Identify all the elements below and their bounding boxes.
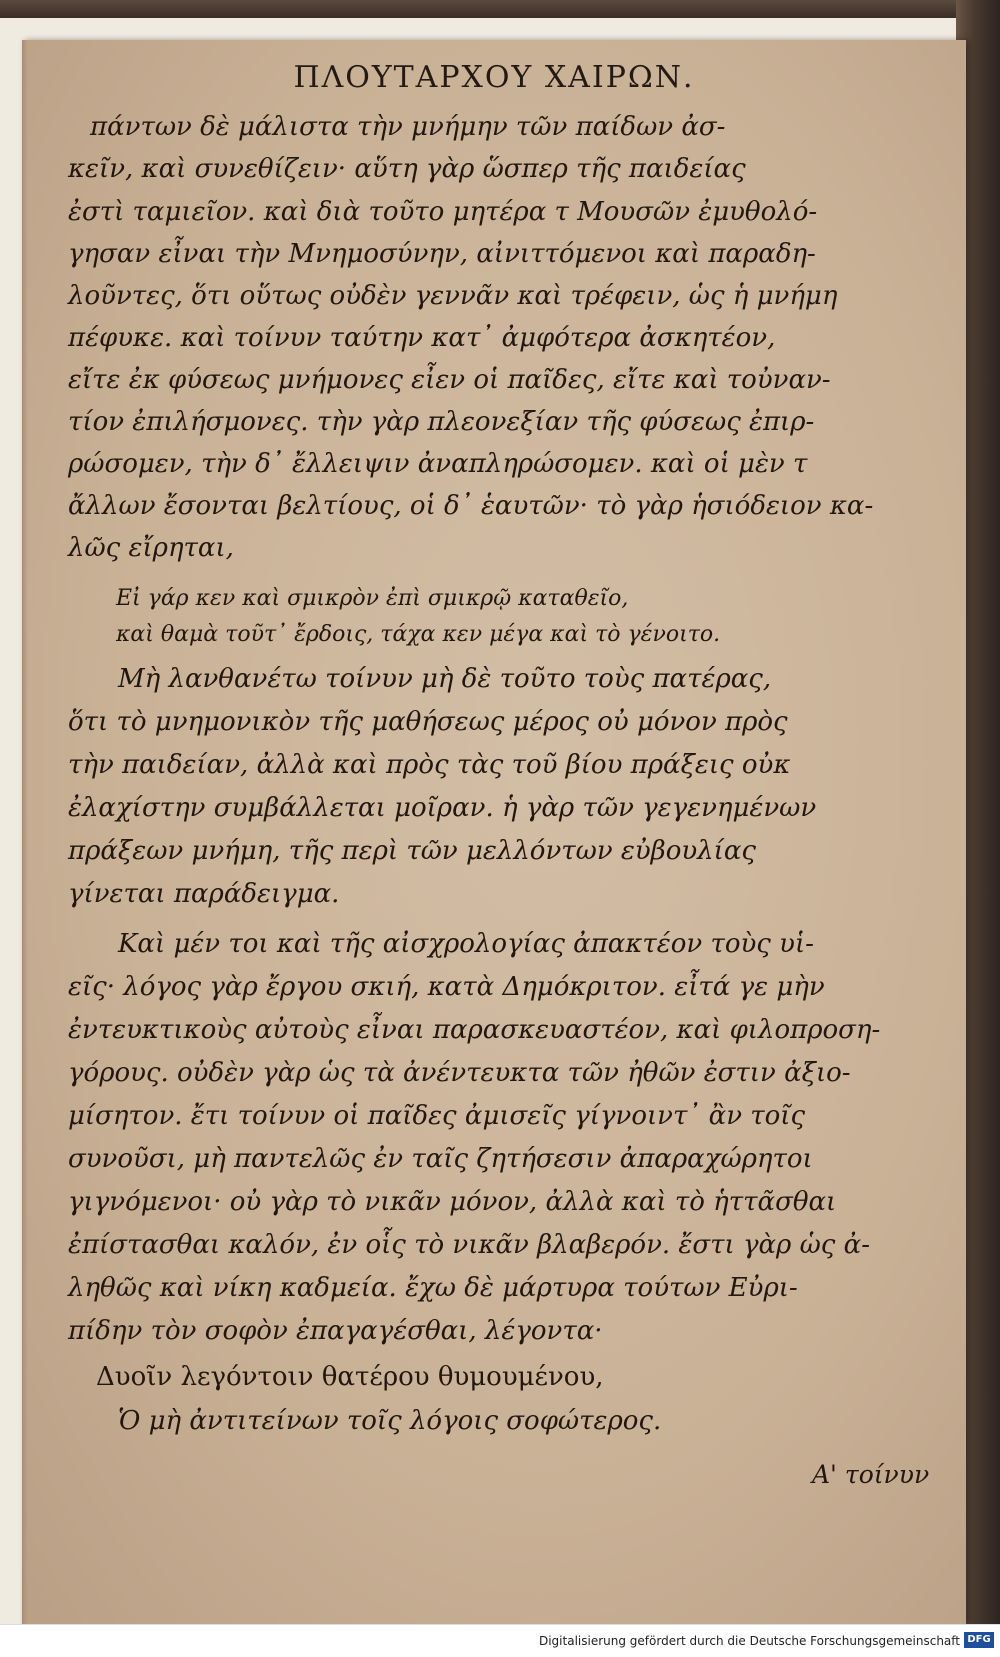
text-line: ἐντευκτικοὺς αὐτοὺς εἶναι παρασκευαστέον, καὶ φιλοπροση- xyxy=(68,1015,881,1045)
text-line: τὴν παιδείαν, ἀλλὰ καὶ πρὸς τὰς τοῦ βίου πράξεις οὐκ xyxy=(68,750,791,780)
text-line: ἐλαχίστην συμβάλλεται μοῖραν. ἡ γὰρ τῶν γεγενημένων xyxy=(68,793,817,823)
verse-line: Δυοῖν λεγόντοιν θατέρου θυμουμένου, xyxy=(96,1362,604,1392)
text-line: πράξεων μνήμη, τῆς περὶ τῶν μελλόντων εὐβουλίας xyxy=(68,836,756,866)
text-line: λοῦντες, ὅτι οὕτως οὐδὲν γεννᾶν καὶ τρέφειν, ὡς ἡ μνήμη xyxy=(68,281,838,311)
text-line: ὅτι τὸ μνημονικὸν τῆς μαθήσεως μέρος οὐ μόνον πρὸς xyxy=(68,707,788,737)
text-line: εῖς· λόγος γὰρ ἔργου σκιή, κατὰ Δημόκριτον. εἶτά γε μὴν xyxy=(68,972,825,1002)
text-line: ρώσομεν, τὴν δ᾽ ἔλλειψιν ἀναπληρώσομεν. καὶ οἱ μὲν τ xyxy=(68,449,808,479)
text-line: συνοῦσι, μὴ παντελῶς ἐν ταῖς ζητήσεσιν ἀπαραχώρητοι xyxy=(68,1144,813,1174)
text-line: ληθῶς καὶ νίκη καδμεία. ἔχω δὲ μάρτυρα τούτων Εὐρι- xyxy=(68,1273,798,1303)
text-line: ἄλλων ἔσονται βελτίους, οἱ δ᾽ ἑαυτῶν· τὸ γὰρ ἡσιόδειον κα- xyxy=(68,491,874,521)
page-gutter-shadow xyxy=(22,40,28,1625)
text-line: ἐπίστασθαι καλόν, ἐν οἷς τὸ νικᾶν βλαβερόν. ἔστι γὰρ ὡς ἀ- xyxy=(68,1230,870,1260)
text-line: λῶς εἴρηται, xyxy=(68,533,234,563)
text-line: εἴτε ἐκ φύσεως μνήμονες εἶεν οἱ παῖδες, εἴτε καὶ τοὐναν- xyxy=(68,365,831,395)
text-line: πίδην τὸν σοφὸν ἐπαγαγέσθαι, λέγοντα· xyxy=(68,1316,603,1346)
text-line: πάντων δὲ μάλιστα τὴν μνήμην τῶν παίδων ἀσ- xyxy=(90,112,726,142)
text-line: γησαν εἶναι τὴν Μνημοσύνην, αἰνιττόμενοι καὶ παραδη- xyxy=(68,239,816,269)
text-line: Μὴ λανθανέτω τοίνυν μὴ δὲ τοῦτο τοὺς πατέρας, xyxy=(118,664,772,694)
text-line: γιγνόμενοι· οὐ γὰρ τὸ νικᾶν μόνον, ἀλλὰ καὶ τὸ ἡττᾶσθαι xyxy=(68,1187,837,1217)
book-cover-top xyxy=(0,0,1000,18)
text-line: γόρους. οὐδὲν γὰρ ὡς τὰ ἀνέντευκτα τῶν ἠθῶν ἐστιν ἀξιο- xyxy=(68,1058,851,1088)
text-line: Καὶ μέν τοι καὶ τῆς αἰσχρολογίας ἀπακτέον τοὺς υἱ- xyxy=(118,929,814,959)
running-header: ΠΛΟΥΤΑΡΧΟΥ ΧΑΙΡΩΝ. xyxy=(293,60,695,95)
book-page xyxy=(22,40,966,1625)
verse-line: Εἰ γάρ κεν καὶ σμικρὸν ἐπὶ σμικρῷ καταθεῖο, xyxy=(116,586,629,611)
text-line: ἐστὶ ταμιεῖον. καὶ διὰ τοῦτο μητέρα τ Μουσῶν ἐμυθολό- xyxy=(68,197,818,227)
digitization-footer xyxy=(0,1624,1000,1657)
text-line: μίσητον. ἔτι τοίνυν οἱ παῖδες ἀμισεῖς γίγνοιντ᾽ ἂν τοῖς xyxy=(68,1101,806,1131)
catchword: Α' τοίνυν xyxy=(812,1460,930,1489)
text-line: κεῖν, καὶ συνεθίζειν· αὕτη γὰρ ὥσπερ τῆς παιδείας xyxy=(68,154,746,184)
verse-line: καὶ θαμὰ τοῦτ᾽ ἔρδοις, τάχα κεν μέγα καὶ τὸ γένοιτο. xyxy=(116,622,721,647)
text-line: πέφυκε. καὶ τοίνυν ταύτην κατ᾽ ἀμφότερα ἀσκητέον, xyxy=(68,323,776,353)
footer-credit: Digitalisierung gefördert durch die Deutsche Forschungsgemeinschaft xyxy=(538,1634,960,1648)
text-line: γίνεται παράδειγμα. xyxy=(68,879,340,909)
dfg-logo: DFG xyxy=(964,1632,994,1648)
verse-line: Ὁ μὴ ἀντιτείνων τοῖς λόγοις σοφώτερος. xyxy=(118,1406,662,1436)
text-line: τίον ἐπιλήσμονες. τὴν γὰρ πλεονεξίαν τῆς φύσεως ἐπιρ- xyxy=(68,407,815,437)
